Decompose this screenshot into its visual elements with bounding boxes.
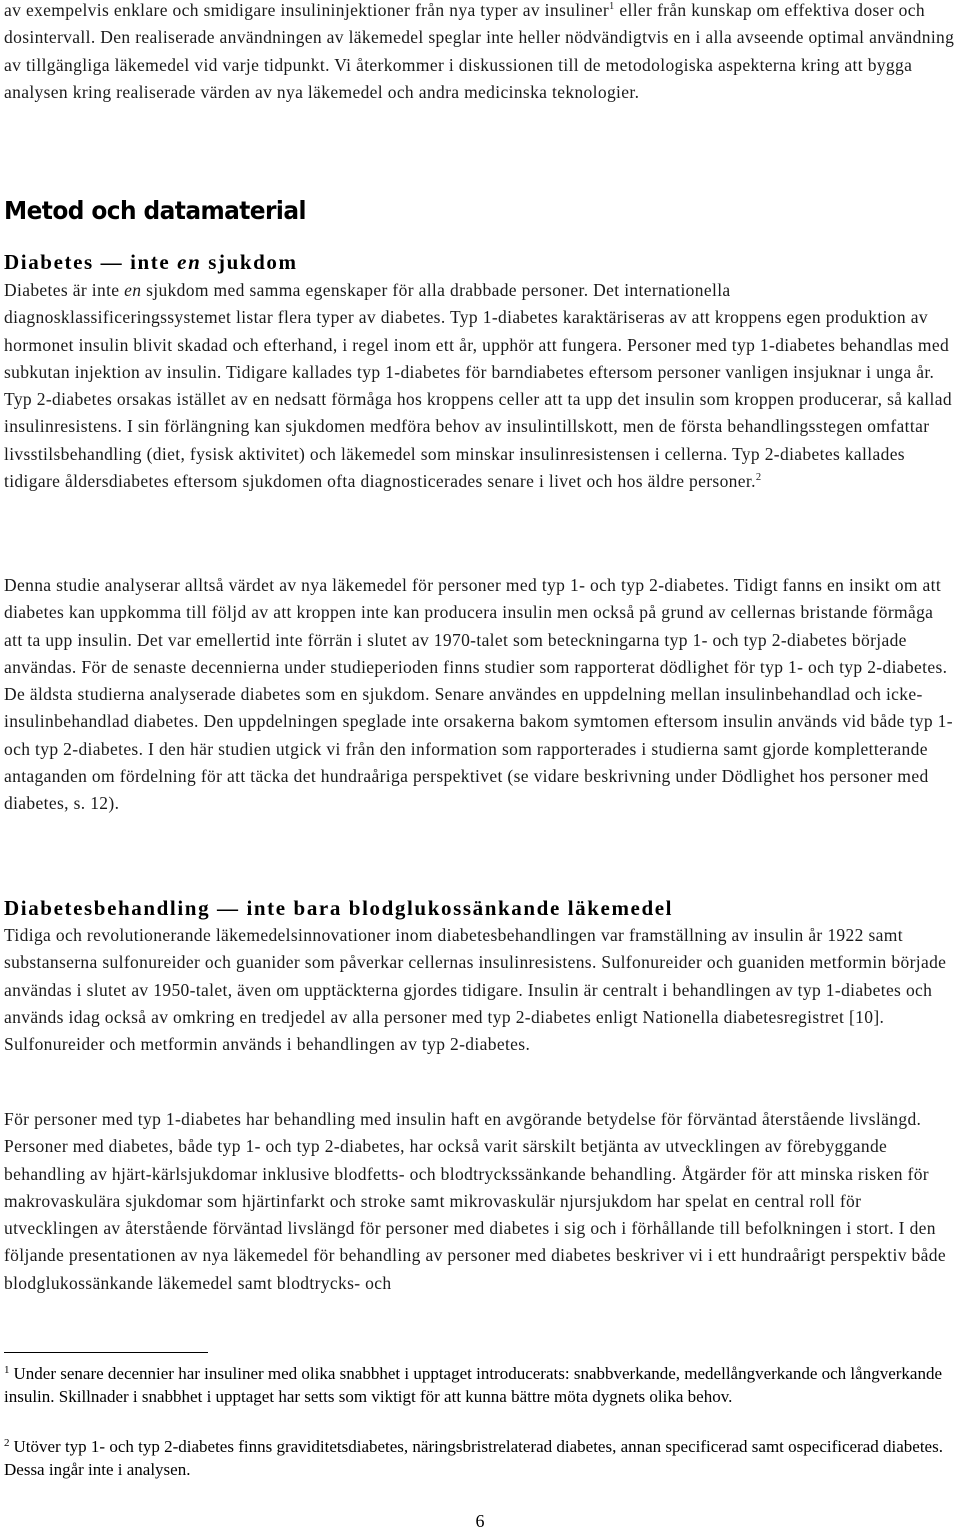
intro-text-part2: eller från kunskap om effektiva doser och dosintervall. Den realiserade användningen av läkemedel speglar inte heller nödvändigtvis en i alla avseende optimal användning av tillgängliga läkemedel vid varje tidpunkt. Vi återkommer i diskussionen till de metodologiska aspekterna kring att bygga analysen kring realiserade värden av nya läkemedel och andra medicinska teknologier. [4,0,955,102]
diabetes-text-pre: Diabetes är inte [4,280,125,300]
footnote-2-text: Utöver typ 1- och typ 2-diabetes finns graviditetsdiabetes, näringsbristrelaterad diabetes, annan specificerad samt ospecificerad diabetes. Dessa ingår inte i analysen. [4,1437,943,1479]
treatment-history-paragraph: Tidiga och revolutionerande läkemedelsinnovationer inom diabetesbehandlingen var framställning av insulin år 1922 samt substanserna sulfonureider och guanider som påverkar cellernas insulinresistens. Sulfonureider och guaniden metformin började användas i slutet av 1950-talet, även om upptäckterna gjordes tidigare. Insulin är centralt i behandlingen av typ 1-diabetes och används idag också av omkring en tredjedel av alla personer med typ 2-diabetes enligt Nationella diabetesregistret [10]. Sulfonureider och metformin används i behandlingen av typ 2-diabetes. [4,925,947,1055]
subsection-heading-em: en [177,250,202,274]
footnote-1 [4,1362,956,1408]
footnote-2-number: 2 [4,1437,10,1449]
footnote-ref-2: 2 [755,472,762,484]
study-analysis-paragraph: Denna studie analyserar alltså värdet av nya läkemedel för personer med typ 1- och typ 2-diabetes. Tidigt fanns en insikt om att diabetes kan uppkomma till följd av att kroppen inte kan producera insulin men också på grund av cellernas bristande förmåga att ta upp insulin. Det var emellertid inte förrän i slutet av 1970-talet som beteckningarna typ 1- och typ 2-diabetes började användas. För de senaste decennierna under studieperioden finns studier som rapporterat dödlighet för typ 1- och typ 2-diabetes. De äldsta studierna analyserade diabetes som en sjukdom. Senare användes en uppdelning mellan insulinbehandlad och icke-insulinbehandlad diabetes. Den uppdelningen speglade inte orsakerna bakom symtomen eftersom insulin används vid både typ 1- och typ 2-diabetes. I den här studien utgick vi från den information som rapporterades i studierna samt gjorde kompletterande antaganden om fördelning för att täcka det hundraåriga perspektivet (se vidare beskrivning under Dödlighet hos personer med diabetes, s. 12). [4,575,953,814]
footnote-1-text: Under senare decennier har insuliner med olika snabbhet i upptaget introducerats: snabbverkande, medellångverkande och långverkande insulin. Skillnader i snabbhet i upptaget har setts som viktigt för att kunna bättre möta dygnets olika behov. [4,1364,943,1406]
page-number: 6 [475,1511,485,1531]
diabetes-text-em: en [124,280,142,300]
footnote-ref-1: 1 [609,1,615,12]
footnote-2 [4,1435,956,1481]
intro-text-part1: av exempelvis enklare och smidigare insulininjektioner från nya typer av insuliner [4,0,610,20]
subsection-heading-diabetes [4,248,956,276]
subsection-heading-post: sjukdom [201,250,298,274]
footnote-1-number: 1 [4,1364,10,1376]
subsection-heading-pre: Diabetes — inte [4,250,178,274]
treatment-impact-paragraph: För personer med typ 1-diabetes har behandling med insulin haft en avgörande betydelse för förväntad återstående livslängd. Personer med diabetes, både typ 1- och typ 2-diabetes, har också varit särskilt betjänta av utvecklingen av förebyggande behandling av hjärt-kärlsjukdomar inklusive blodfetts- och blodtryckssänkande behandling. Åtgärder för att minska risken för makrovaskulära sjukdomar som hjärtinfarkt och stroke samt mikrovaskulär njursjukdom har spelat en central roll för utvecklingen av återstående förväntad livslängd för personer med diabetes i sig och i förhållande till befolkningen i stort. I den följande presentationen av nya läkemedel för behandling av personer med diabetes beskriver vi i ett hundraårigt perspektiv både blodglukossänkande läkemedel samt blodtrycks- och [4,1109,946,1293]
subsection-heading-treatment: Diabetesbehandling — inte bara blodglukossänkande läkemedel [4,896,674,920]
footnote-separator [4,1352,208,1353]
diabetes-types-paragraph [4,277,956,495]
diabetes-text-post: sjukdom med samma egenskaper för alla drabbade personer. Det internationella diagnosklassificeringssystemet listar flera typer av diabetes. Typ 1-diabetes karaktäriseras av att kroppens egen produktion av hormonet insulin blivit skadad och efterhand, i regel inom ett år, upphör att fungera. Personer med typ 1-diabetes behandlas med subkutan injektion av insulin. Tidigare kallades typ 1-diabetes för barndiabetes eftersom personer vanligen insjuknar i unga år. Typ 2-diabetes orsakas istället av en nedsatt förmåga hos kroppens celler att ta upp det insulin som kroppen producerar, så kallad insulinresistens. I sin förlängning kan sjukdomen medföra behov av insulintillskott, men de första behandlingsstegen omfattar livsstilsbehandling (diet, fysisk aktivitet) och läkemedel som minskar insulinresistensen i cellerna. Typ 2-diabetes kallades tidigare åldersdiabetes eftersom sjukdomen ofta diagnosticerades senare i livet och hos äldre personer. [4,280,952,492]
intro-paragraph [4,0,956,106]
section-heading: Metod och datamaterial [4,196,306,225]
